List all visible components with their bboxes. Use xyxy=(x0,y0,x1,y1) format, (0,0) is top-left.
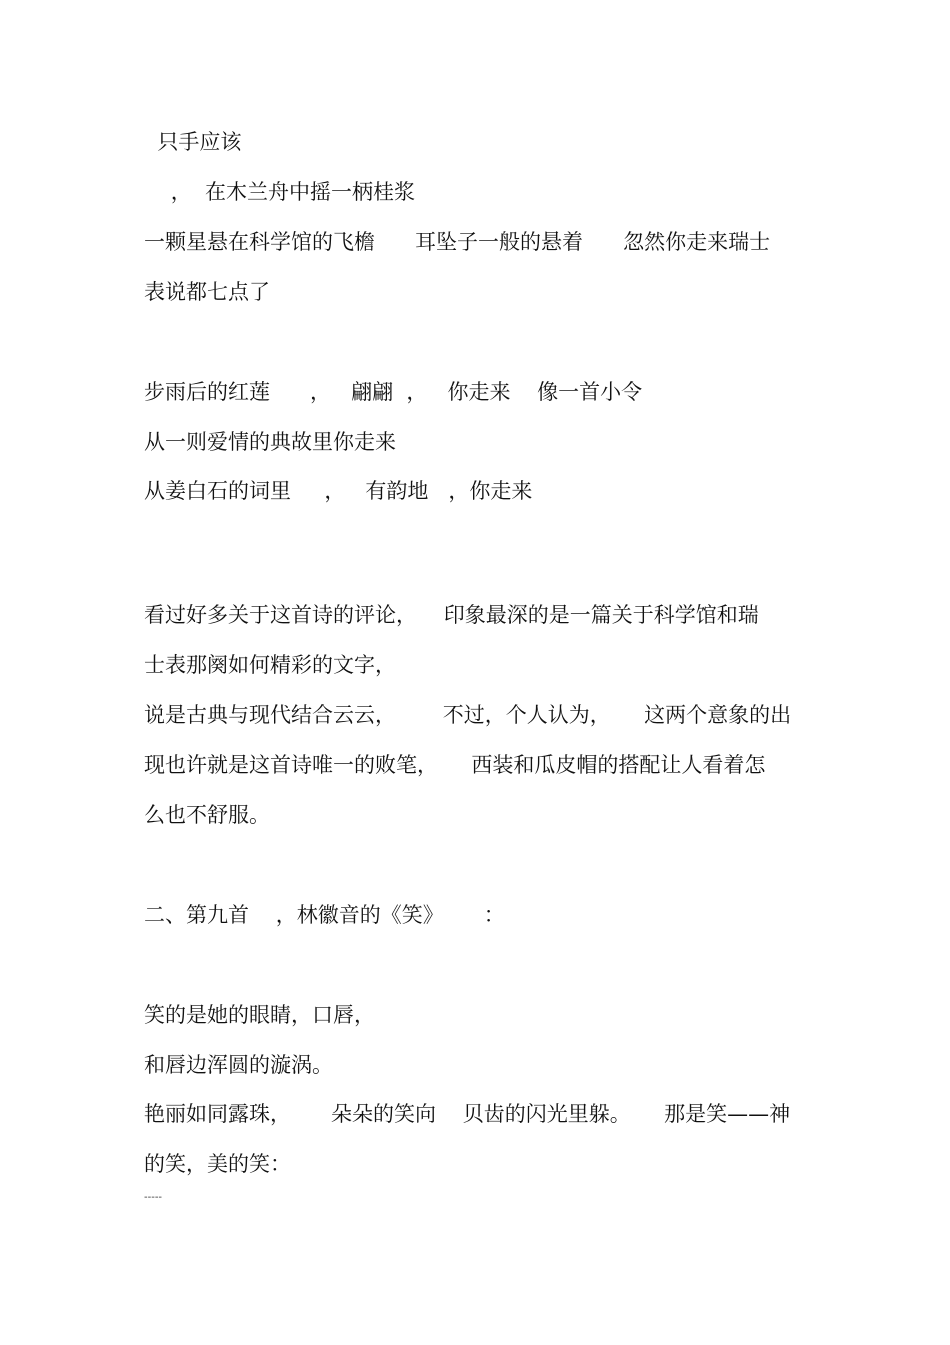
text-line-1: 只手应该 xyxy=(144,130,242,154)
text-line-10: 说是古典与现代结合云云， 不过，个人认为， 这两个意象的出 xyxy=(144,703,792,727)
text-line-5: 步雨后的红莲 ， 翩翩 ， 你走来 像一首小令 xyxy=(144,380,643,404)
text-line-12: 么也不舒服。 xyxy=(144,803,270,827)
text-line-6: 从一则爱情的典故里你走来 xyxy=(144,430,396,454)
poem-line-2: 和唇边浑圆的漩涡。 xyxy=(144,1053,333,1077)
poem-line-3: 艳丽如同露珠， 朵朵的笑向 贝齿的闪光里躲。 那是笑——神 xyxy=(144,1102,791,1126)
poem-line-1: 笑的是她的眼睛，口唇， xyxy=(144,1003,375,1027)
footer-dash-mark: ----- xyxy=(144,1192,163,1203)
text-line-4: 表说都七点了 xyxy=(144,280,270,304)
text-line-2: ， 在木兰舟中摇一柄桂浆 xyxy=(144,180,416,204)
section-heading: 二、第九首 ，林徽音的《笑》 ： xyxy=(144,903,505,927)
text-line-9: 士表那阕如何精彩的文字， xyxy=(144,653,396,677)
text-line-8: 看过好多关于这首诗的评论， 印象最深的是一篇关于科学馆和瑞 xyxy=(144,603,759,627)
text-line-3: 一颗星悬在科学馆的飞檐 耳坠子一般的悬着 忽然你走来瑞士 xyxy=(144,230,771,254)
text-line-7: 从姜白石的词里 ， 有韵地 ，你走来 xyxy=(144,479,533,503)
poem-line-4: 的笑，美的笑： xyxy=(144,1152,291,1176)
text-line-11: 现也许就是这首诗唯一的败笔， 西装和瓜皮帽的搭配让人看着怎 xyxy=(144,753,766,777)
